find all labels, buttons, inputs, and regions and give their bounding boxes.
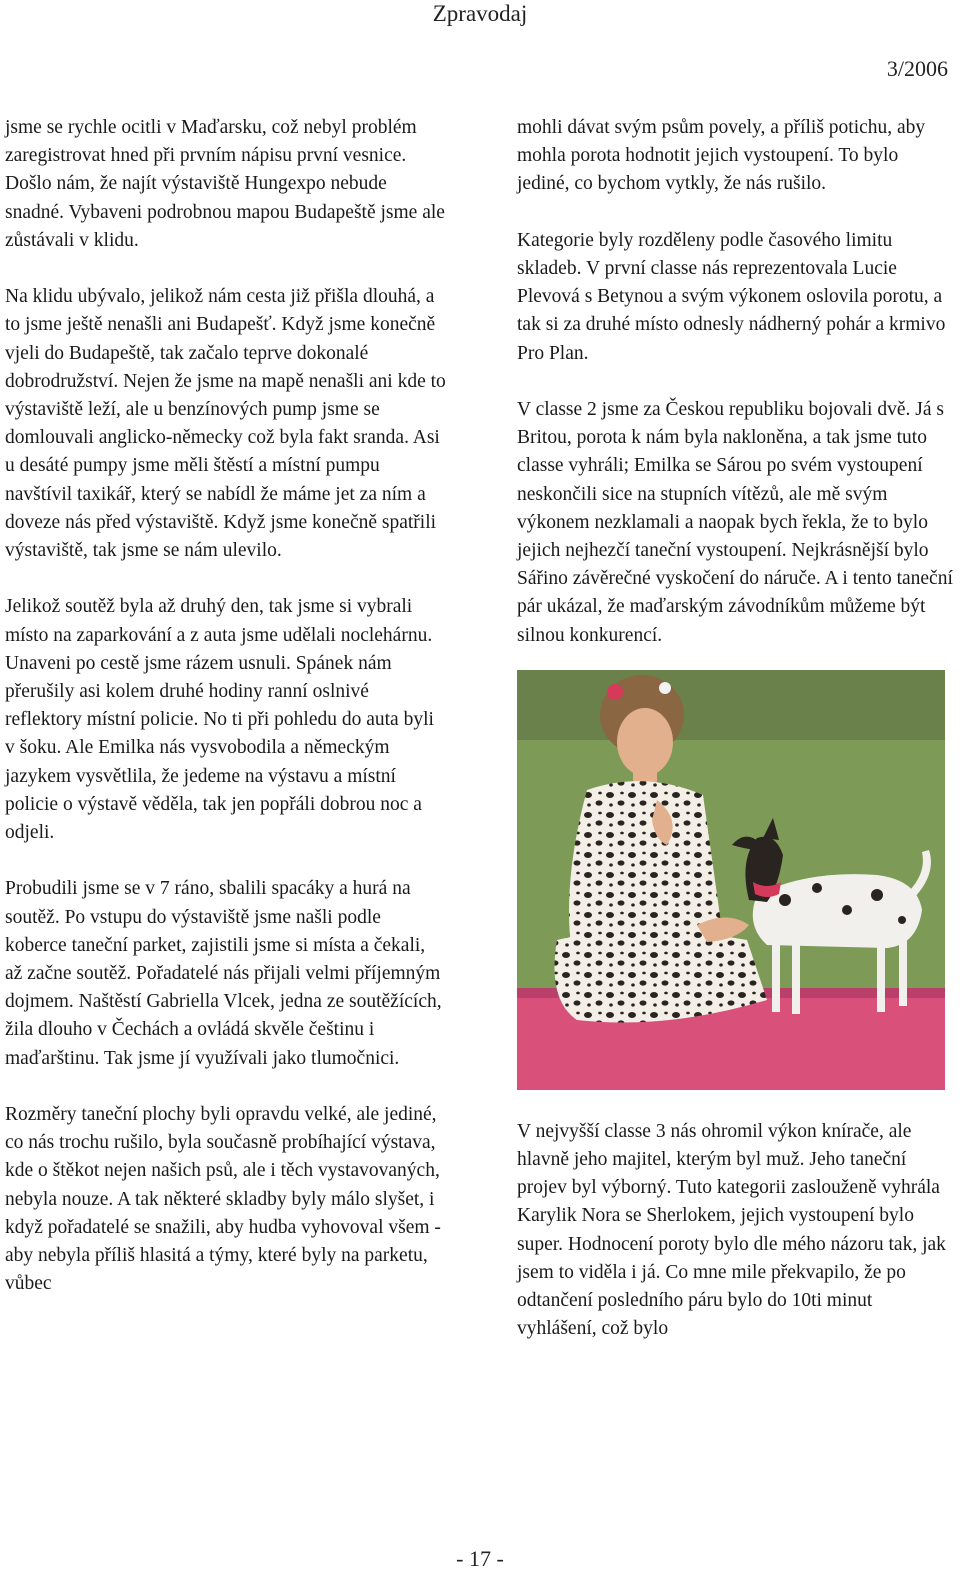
dog-spot <box>779 894 791 906</box>
dog-leg <box>877 942 885 1012</box>
right-column <box>517 114 955 1343</box>
issue-number: 3/2006 <box>886 56 948 81</box>
left-column <box>5 114 447 1298</box>
article-paragraph: Kategorie byly rozděleny podle časového limitu skladeb. V první classe nás reprezentovala Lucie Plevová s Betynou a svým výkonem oslovila porotu, a tak si za druhé místo odnesly nádherný pohár a krmivo Pro Plan. <box>517 229 946 364</box>
dog-spot <box>842 905 852 915</box>
article-paragraph: Jelikož soutěž byla až druhý den, tak jsme si vybrali místo na zaparkování a z auta jsme udělali noclehárnu. Unaveni po cestě jsme rázem usnuli. Spánek nám přerušily asi kolem druhé hodiny ranní oslnivé reflektory místní policie. No ti při pohledu do auta byli v šoku. Ale Emilka nás vysvobodila a německým jazykem vysvětlila, že jedeme na výstavu a místní policie o výstavě věděla, tak jen popřáli dobrou noc a odjeli. <box>5 596 434 844</box>
dog-spot <box>871 889 883 901</box>
dog-spot <box>812 883 822 893</box>
article-paragraph: Na klidu ubývalo, jelikož nám cesta již přišla dlouhá, a to jsme ještě nenašli ani Budapešť. Když jsme konečně vjeli do Budapeště, tak začalo teprve dokonalé dobrodružství. Nejen že jsme na mapě nenašli ani kde to výstaviště leží, ale u benzínových pump jsme se domlouvali anglicko-německy což byla fakt sranda. Asi u desáté pumpy jsme měli štěstí a místní pumpu navštívil taxikář, který se nabídl že máme jet za ním a doveze nás před výstaviště. Když jsme konečně spatřili výstaviště, tak jsme se nám ulevilo. <box>5 286 446 562</box>
article-paragraph: V nejvyšší classe 3 nás ohromil výkon kníračе, ale hlavně jeho majitel, kterým byl muž. Jeho taneční projev byl výborný. Tuto kategorii zaslouženě vyhrála Karylik Nora se Sherlokem, jejich vystoupení bylo super. Hodnocení poroty bylo dle mého názoru tak, jak jsem to viděla i já. Co mne mile překvapilo, že po odtančení posledního páru bylo do 10ti minut vyhlášení, což bylo <box>517 1120 946 1340</box>
woman-face <box>617 708 673 776</box>
dog-dance-photo <box>517 670 945 1090</box>
dog-leg <box>899 940 907 1006</box>
backdrop-shadow <box>517 670 945 740</box>
article-paragraph: V classe 2 jsme za Českou republiku bojovali dvě. Já s Britou, porota k nám byla nakloněna, a tak jsme tuto classe vyhráli; Emilka se Sárou po svém vystoupení neskončili sice na stupních vítězů, ale mě svým výkonem nezklamali a naopak bych řekla, že to bylo jejich nejhezčí taneční vystoupení. Nejkrásnější bylo Sářino závěrečné vyskočení do náruče. A i tento taneční pár ukázal, že maďarským závodníkům můžeme být silnou konkurencí. <box>517 399 953 646</box>
article-paragraph: jsme se rychle ocitli v Maďarsku, což nebyl problém zaregistrovat hned při prvním nápisu první vesnice. Došlo nám, že najít výstaviště Hungexpo nebude snadné. Vybaveni podrobnou mapou Budapeště jsme ale zůstávali v klidu. <box>5 117 445 251</box>
newsletter-title: Zpravodaj <box>432 1 528 26</box>
article-paragraph: Rozměry taneční plochy byli opravdu velké, ale jediné, co nás trochu rušilo, byla současně probíhající výstava, kde o štěkot nejen našich psů, ale i těch vystavovaných, nebyla nouze. A tak některé skladby byly málo slyšet, i když pořadatelé se snažili, aby hudba vyhovoval všem - aby nebyla příliš hlasitá a týmy, které byly na parketu, vůbec <box>5 1104 441 1295</box>
article-paragraph: Probudili jsme se v 7 ráno, sbalili spacáky a hurá na soutěž. Po vstupu do výstaviště jsme našli podle koberce taneční parket, zajistili jsme si místa a čekali, až začne soutěž. Pořadatelé nás přijali velmi příjemným dojmem. Naštěstí Gabriella Vlcek, jedna ze soutěžících, žila dlouho v Čechách a ovládá skvěle češtinu i maďarštinu. Tak jsme jí využívali jako tlumočnici. <box>5 878 442 1069</box>
dog-leg <box>772 942 780 1012</box>
dog-spot <box>898 916 906 924</box>
dog-dance-photo-illustration <box>517 670 945 1090</box>
hair-flower <box>607 684 623 700</box>
page-number: - 17 - <box>456 1546 504 1571</box>
article-paragraph: mohli dávat svým psům povely, a příliš potichu, aby mohla porota hodnotit jejich vystoupení. To bylo jediné, co bychom vytkly, že nás rušilo. <box>517 117 926 195</box>
hair-flower <box>659 682 671 694</box>
dog-leg <box>792 942 800 1014</box>
